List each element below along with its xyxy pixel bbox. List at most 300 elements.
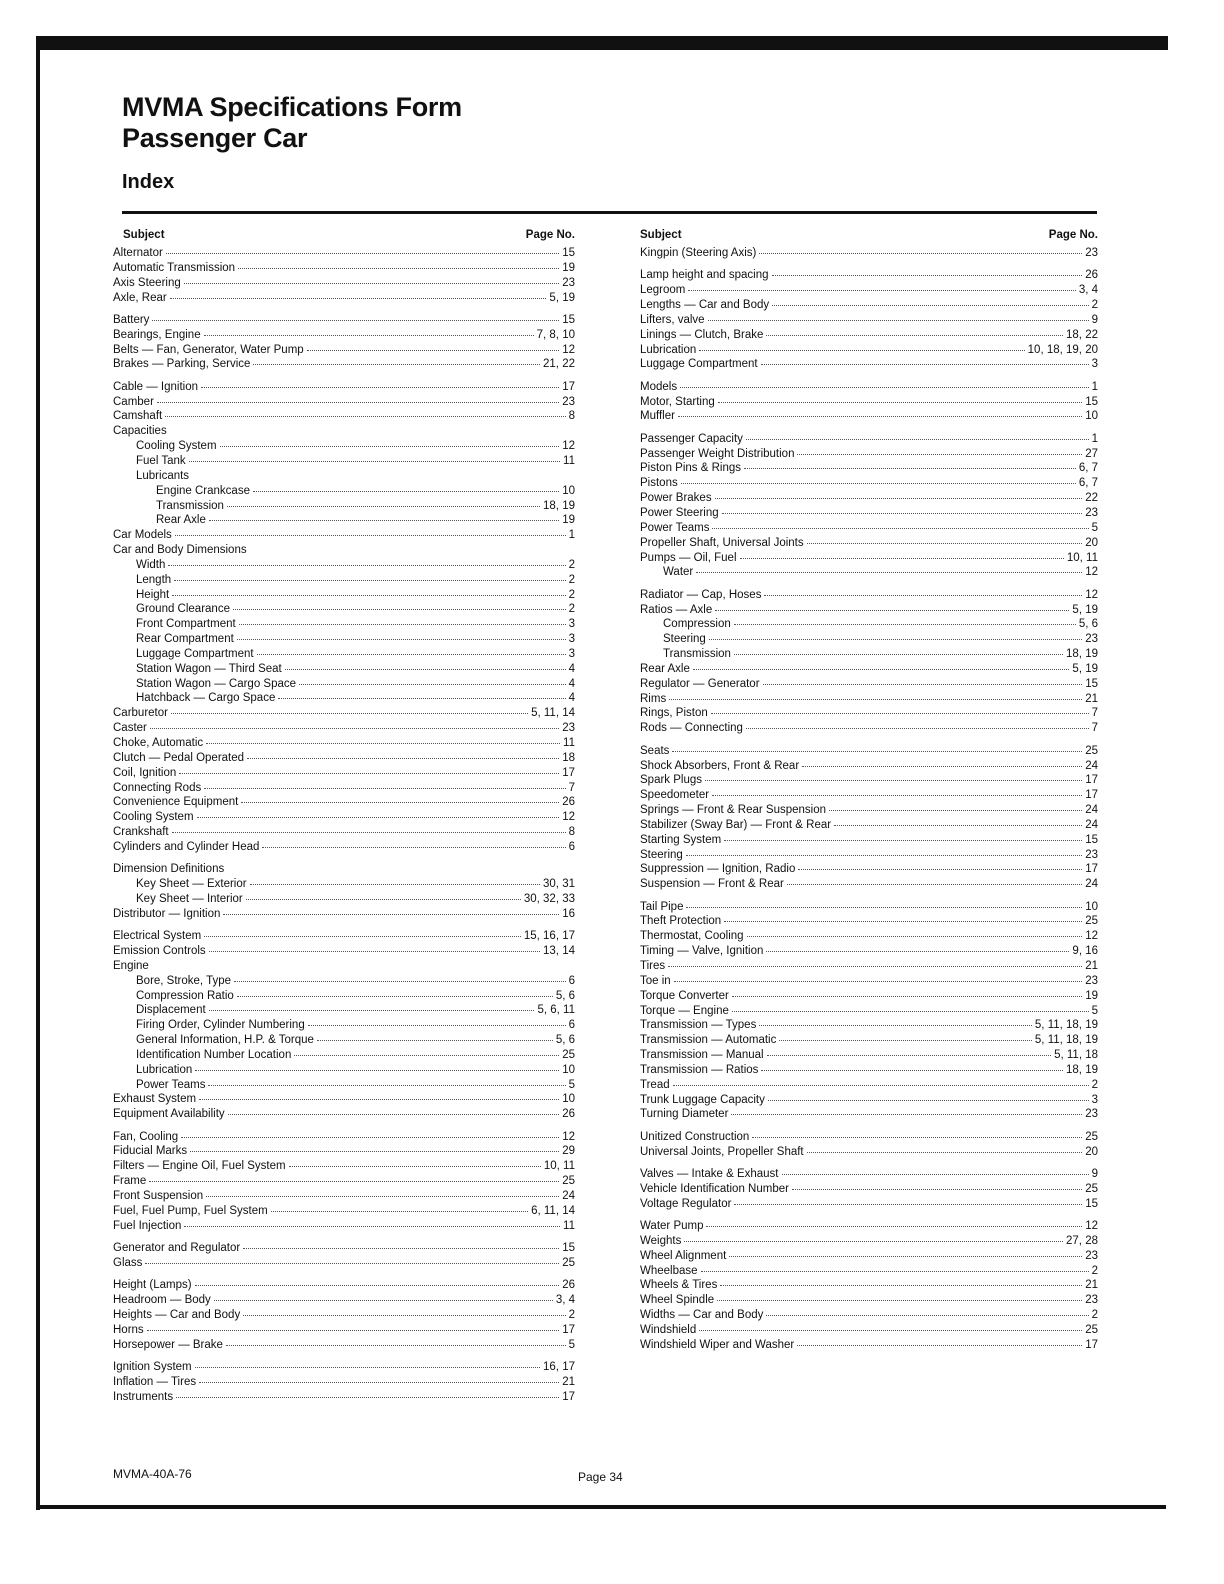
- index-subject: Thermostat, Cooling: [640, 930, 744, 943]
- index-page-numbers: 13, 14: [543, 944, 575, 957]
- index-entry: [113, 1219, 575, 1234]
- index-entry: [640, 246, 1098, 261]
- index-entry: [640, 536, 1098, 551]
- index-subject: Pumps — Oil, Fuel: [640, 551, 737, 564]
- index-page-numbers: 1: [1091, 380, 1098, 393]
- index-subject: Springs — Front & Rear Suspension: [640, 804, 827, 817]
- index-subject: Starting System: [640, 833, 722, 846]
- index-subject: Key Sheet — Interior: [136, 892, 243, 905]
- index-subject: Width: [136, 558, 166, 571]
- index-entry: [113, 261, 575, 276]
- index-page-numbers: 5, 6: [1078, 618, 1098, 631]
- index-entry: [113, 573, 575, 588]
- dot-leader: [239, 621, 566, 625]
- index-subject: Exhaust System: [113, 1093, 197, 1106]
- index-subject: Front Suspension: [113, 1189, 204, 1202]
- index-subject: Horns: [113, 1323, 144, 1336]
- index-subject: Power Brakes: [640, 492, 712, 505]
- index-page-numbers: 23: [562, 722, 575, 735]
- dot-leader: [734, 651, 1063, 655]
- dot-leader: [226, 1342, 566, 1346]
- index-subject: Rings, Piston: [640, 707, 708, 720]
- index-subject: Motor, Starting: [640, 395, 715, 408]
- index-subject: Connecting Rods: [113, 781, 202, 794]
- index-entry: [113, 862, 575, 877]
- index-page-numbers: 2: [568, 573, 575, 586]
- index-column-left: [113, 227, 575, 1404]
- dot-leader: [145, 1260, 559, 1264]
- dot-leader: [208, 1082, 565, 1086]
- index-subject: Unitized Construction: [640, 1130, 750, 1143]
- index-page-numbers: 26: [562, 796, 575, 809]
- index-entry: [640, 788, 1098, 803]
- dot-leader: [253, 488, 559, 492]
- index-page-numbers: 23: [1085, 1108, 1098, 1121]
- index-entry: [113, 632, 575, 647]
- index-page-numbers: 2: [1091, 1309, 1098, 1322]
- dot-leader: [724, 837, 1082, 841]
- index-subject: Rear Compartment: [136, 633, 234, 646]
- index-subject: Instruments: [113, 1390, 174, 1403]
- index-page-numbers: 5, 11, 18: [1054, 1049, 1098, 1062]
- index-subject: Wheel Spindle: [640, 1294, 715, 1307]
- index-entry: [640, 283, 1098, 298]
- index-page-numbers: 20: [1085, 536, 1098, 549]
- index-page-numbers: 5, 11, 18, 19: [1034, 1019, 1098, 1032]
- index-page-numbers: 12: [562, 1130, 575, 1143]
- dot-leader: [227, 503, 540, 507]
- index-entry: [113, 721, 575, 736]
- index-subject: Electrical System: [113, 930, 202, 943]
- index-page-numbers: 3: [568, 633, 575, 646]
- index-entry: [113, 691, 575, 706]
- index-entry: [113, 484, 575, 499]
- dot-leader: [829, 807, 1082, 811]
- index-page-numbers: 1: [1091, 432, 1098, 445]
- index-subject: Hatchback — Cargo Space: [136, 692, 276, 705]
- index-subject: Muffler: [640, 410, 675, 423]
- dot-leader: [289, 1163, 541, 1167]
- index-page-numbers: 6, 7: [1078, 477, 1098, 490]
- index-subject: Valves — Intake & Exhaust: [640, 1167, 779, 1180]
- index-subject: Engine: [113, 959, 149, 972]
- index-page-numbers: 23: [1085, 848, 1098, 861]
- dot-leader: [731, 1111, 1082, 1115]
- index-page-numbers: 10, 11: [1066, 551, 1098, 564]
- index-page-numbers: 10: [1085, 410, 1098, 423]
- index-page-numbers: 12: [562, 440, 575, 453]
- dot-leader: [746, 436, 1089, 440]
- index-page-numbers: 24: [1085, 759, 1098, 772]
- index-subject: Bore, Stroke, Type: [136, 974, 232, 987]
- index-subject: Transmission — Manual: [640, 1049, 764, 1062]
- index-page-numbers: 12: [1085, 566, 1098, 579]
- index-page-numbers: 5, 19: [1072, 662, 1098, 675]
- dot-leader: [807, 540, 1083, 544]
- index-subject: Coil, Ignition: [113, 766, 177, 779]
- index-page-numbers: 25: [562, 1175, 575, 1188]
- index-page-numbers: 29: [562, 1145, 575, 1158]
- dot-leader: [253, 361, 540, 365]
- index-page-numbers: 5, 6: [555, 989, 575, 1002]
- index-subject: General Information, H.P. & Torque: [136, 1034, 314, 1047]
- index-subject: Universal Joints, Propeller Shaft: [640, 1145, 804, 1158]
- index-entry: [113, 1241, 575, 1256]
- index-page-numbers: 19: [1085, 989, 1098, 1002]
- dot-leader: [171, 710, 528, 714]
- dot-leader: [168, 562, 565, 566]
- index-entry: [640, 1308, 1098, 1323]
- index-entry: [113, 395, 575, 410]
- index-page-numbers: 3: [1091, 358, 1098, 371]
- index-subject: Voltage Regulator: [640, 1197, 732, 1210]
- index-subject: Rims: [640, 692, 667, 705]
- index-page-numbers: 23: [1085, 507, 1098, 519]
- index-entry: [113, 1174, 575, 1189]
- index-entry: [640, 1145, 1098, 1160]
- dot-leader: [711, 710, 1089, 714]
- index-subject: Suspension — Front & Rear: [640, 878, 784, 891]
- index-subject: Headroom — Body: [113, 1294, 211, 1307]
- index-entry: [640, 1130, 1098, 1145]
- index-subject: Transmission — Ratios: [640, 1063, 759, 1076]
- index-page-numbers: 12: [562, 343, 575, 356]
- dot-leader: [247, 755, 559, 759]
- index-entry: [640, 380, 1098, 395]
- dot-leader: [761, 361, 1089, 365]
- index-page-numbers: 9: [1091, 1167, 1098, 1180]
- dot-leader: [172, 829, 566, 833]
- index-entry: [113, 647, 575, 662]
- index-entry: [640, 974, 1098, 989]
- index-subject: Firing Order, Cylinder Numbering: [136, 1019, 305, 1032]
- index-subject: Suppression — Ignition, Radio: [640, 863, 796, 876]
- index-entry: [640, 959, 1098, 974]
- title-line-1: MVMA Specifications Form: [122, 92, 462, 122]
- index-page-numbers: 11: [563, 1219, 575, 1232]
- index-page-numbers: 2: [1091, 1264, 1098, 1277]
- dot-leader: [149, 1178, 559, 1182]
- index-subject: Regulator — Generator: [640, 677, 760, 690]
- index-subject: Wheels & Tires: [640, 1279, 718, 1292]
- index-entry: [113, 513, 575, 528]
- index-entry: [113, 1293, 575, 1308]
- index-subject: Caster: [113, 722, 147, 735]
- dot-leader: [708, 317, 1089, 321]
- index-subject: Lengths — Car and Body: [640, 299, 770, 312]
- dot-leader: [772, 272, 1083, 276]
- dot-leader: [752, 1134, 1082, 1138]
- index-page-numbers: 30, 32, 33: [523, 892, 575, 905]
- index-entry: [640, 662, 1098, 677]
- index-page-numbers: 24: [562, 1189, 575, 1202]
- index-page-numbers: 17: [562, 1323, 575, 1336]
- index-page-numbers: 27, 28: [1066, 1234, 1098, 1247]
- dot-leader: [706, 1223, 1082, 1227]
- index-subject: Lamp height and spacing: [640, 269, 769, 282]
- index-entry: [640, 357, 1098, 372]
- index-subject: Fuel, Fuel Pump, Fuel System: [113, 1204, 268, 1217]
- index-subject: Length: [136, 573, 172, 586]
- index-entry: [640, 395, 1098, 410]
- index-entry: [113, 736, 575, 751]
- index-entry: [113, 959, 575, 974]
- dot-leader: [299, 681, 566, 685]
- index-entry: [640, 476, 1098, 491]
- index-entry: [113, 543, 575, 558]
- index-subject: Lifters, valve: [640, 313, 705, 326]
- dot-leader: [766, 948, 1069, 952]
- dot-leader: [209, 1007, 535, 1011]
- dot-leader: [686, 852, 1082, 856]
- index-subject: Inflation — Tires: [113, 1375, 197, 1388]
- index-subject: Car Models: [113, 529, 172, 542]
- index-page-numbers: 15: [1085, 395, 1098, 408]
- index-subject: Car and Body Dimensions: [113, 544, 247, 557]
- dot-leader: [722, 510, 1083, 514]
- index-entry: [640, 491, 1098, 506]
- index-page-numbers: 26: [562, 1279, 575, 1292]
- dot-leader: [746, 725, 1089, 729]
- index-subject: Station Wagon — Cargo Space: [136, 677, 297, 690]
- column-header: [640, 227, 1098, 243]
- index-entry: [113, 781, 575, 796]
- index-page-numbers: 3: [568, 647, 575, 660]
- form-code: MVMA-40A-76: [113, 1467, 192, 1481]
- index-entry: [113, 499, 575, 514]
- index-list-left: [113, 246, 575, 1404]
- index-entry: [113, 989, 575, 1004]
- index-entry: [113, 588, 575, 603]
- bottom-border-rule: [36, 1505, 1166, 1509]
- index-entry: [113, 1338, 575, 1353]
- index-page-numbers: 5: [1091, 521, 1098, 534]
- dot-leader: [257, 651, 566, 655]
- index-subject: Passenger Capacity: [640, 432, 743, 445]
- index-page-numbers: 3, 4: [1078, 284, 1098, 297]
- index-entry: [113, 1256, 575, 1271]
- index-page-numbers: 12: [1085, 930, 1098, 943]
- index-page-numbers: 5, 11, 14: [531, 707, 575, 720]
- index-entry: [640, 848, 1098, 863]
- index-entry: [113, 328, 575, 343]
- index-page-numbers: 10: [562, 1063, 575, 1076]
- index-entry: [113, 246, 575, 261]
- index-entry: [640, 1323, 1098, 1338]
- dot-leader: [209, 948, 540, 952]
- dot-leader: [699, 347, 1024, 351]
- index-subject: Stabilizer (Sway Bar) — Front & Rear: [640, 818, 832, 831]
- left-border-rule: [36, 36, 40, 1510]
- index-subject: Windshield Wiper and Washer: [640, 1338, 795, 1351]
- index-entry: [113, 1189, 575, 1204]
- index-entry: [640, 565, 1098, 580]
- dot-leader: [744, 465, 1076, 469]
- dot-leader: [701, 1268, 1089, 1272]
- index-subject: Compression: [663, 618, 731, 631]
- index-entry: [640, 409, 1098, 424]
- index-entry: [113, 929, 575, 944]
- index-entry: [113, 974, 575, 989]
- index-subject: Axle, Rear: [113, 291, 167, 304]
- index-entry: [640, 551, 1098, 566]
- index-subject: Kingpin (Steering Axis): [640, 247, 757, 259]
- index-page-numbers: 4: [568, 662, 575, 675]
- index-page-numbers: 8: [568, 410, 575, 423]
- index-page-numbers: 20: [1085, 1145, 1098, 1158]
- dot-leader: [715, 495, 1083, 499]
- dot-leader: [681, 480, 1076, 484]
- index-entry: [113, 1063, 575, 1078]
- index-entry: [113, 1048, 575, 1063]
- index-page-numbers: 3, 4: [555, 1294, 575, 1307]
- index-entry: [640, 1249, 1098, 1264]
- index-subject: Vehicle Identification Number: [640, 1182, 789, 1195]
- index-page-numbers: 27: [1085, 447, 1098, 460]
- index-entry: [640, 1338, 1098, 1353]
- index-subject: Fan, Cooling: [113, 1130, 179, 1143]
- dot-leader: [199, 1379, 559, 1383]
- index-entry: [640, 900, 1098, 915]
- dot-leader: [747, 933, 1083, 937]
- index-subject: Turning Diameter: [640, 1108, 729, 1121]
- dot-leader: [802, 763, 1082, 767]
- index-page-numbers: 5, 19: [1072, 603, 1098, 616]
- index-page-numbers: 6: [568, 974, 575, 987]
- index-entry: [640, 313, 1098, 328]
- dot-leader: [686, 904, 1082, 908]
- index-entry: [113, 313, 575, 328]
- dot-leader: [184, 1223, 560, 1227]
- index-column-right: [640, 227, 1098, 1353]
- index-entry: [640, 1182, 1098, 1197]
- index-subject: Crankshaft: [113, 826, 169, 839]
- index-subject: Clutch — Pedal Operated: [113, 751, 245, 764]
- dot-leader: [278, 695, 565, 699]
- dot-leader: [759, 1022, 1032, 1026]
- dot-leader: [237, 636, 566, 640]
- index-entry: [640, 914, 1098, 929]
- index-subject: Power Steering: [640, 507, 719, 519]
- dot-leader: [184, 280, 559, 284]
- dot-leader: [740, 555, 1064, 559]
- index-subject: Camshaft: [113, 410, 163, 423]
- index-page-numbers: 5, 11, 18, 19: [1034, 1034, 1098, 1047]
- index-subject: Cooling System: [113, 811, 194, 824]
- title-line-2: Passenger Car: [122, 123, 308, 153]
- index-entry: [640, 862, 1098, 877]
- index-subject: Convenience Equipment: [113, 796, 239, 809]
- index-subject: Wheelbase: [640, 1264, 698, 1277]
- index-subject: Dimension Definitions: [113, 863, 225, 876]
- index-subject: Lubricants: [136, 469, 190, 482]
- index-subject: Power Teams: [640, 521, 710, 534]
- dot-leader: [195, 1282, 560, 1286]
- dot-leader: [262, 844, 565, 848]
- index-subject: Horsepower — Brake: [113, 1338, 223, 1351]
- index-page-numbers: 3: [1091, 1093, 1098, 1106]
- index-heading: Index: [122, 171, 175, 193]
- index-entry: [113, 840, 575, 855]
- index-entry: [113, 424, 575, 439]
- index-entry: [640, 1033, 1098, 1048]
- index-page-numbers: 10, 11: [543, 1160, 575, 1173]
- index-entry: [113, 558, 575, 573]
- index-subject: Emission Controls: [113, 944, 206, 957]
- index-page-numbers: 2: [568, 588, 575, 601]
- dot-leader: [190, 1148, 559, 1152]
- index-subject: Filters — Engine Oil, Fuel System: [113, 1160, 286, 1173]
- heading-rule: [122, 211, 1097, 214]
- dot-leader: [680, 384, 1089, 388]
- index-page-numbers: 4: [568, 677, 575, 690]
- index-page-numbers: 22: [1085, 492, 1098, 505]
- index-subject: Cable — Ignition: [113, 380, 199, 393]
- index-entry: [640, 617, 1098, 632]
- index-page-numbers: 15: [562, 1242, 575, 1254]
- index-subject: Heights — Car and Body: [113, 1308, 241, 1321]
- index-entry: [640, 647, 1098, 662]
- dot-leader: [170, 295, 547, 299]
- index-entry: [640, 1278, 1098, 1293]
- dot-leader: [712, 525, 1088, 529]
- index-subject: Torque Converter: [640, 989, 729, 1002]
- index-page-numbers: 23: [562, 276, 575, 289]
- index-entry: [113, 1390, 575, 1405]
- index-entry: [113, 677, 575, 692]
- index-subject: Rear Axle: [156, 514, 206, 527]
- index-subject: Tail Pipe: [640, 900, 684, 913]
- index-page-numbers: 18, 19: [1066, 648, 1098, 661]
- dot-leader: [181, 1134, 559, 1138]
- index-subject: Speedometer: [640, 789, 710, 802]
- dot-leader: [204, 332, 534, 336]
- dot-leader: [237, 993, 553, 997]
- index-page-numbers: 12: [562, 811, 575, 824]
- dot-leader: [807, 1149, 1083, 1153]
- dot-leader: [166, 250, 559, 254]
- dot-leader: [199, 1096, 559, 1100]
- index-subject: Bearings, Engine: [113, 328, 201, 341]
- index-entry: [113, 1323, 575, 1338]
- index-subject: Distributor — Ignition: [113, 907, 221, 920]
- dot-leader: [712, 792, 1082, 796]
- index-page-numbers: 23: [1085, 633, 1098, 646]
- dot-leader: [782, 1171, 1089, 1175]
- index-entry: [640, 877, 1098, 892]
- index-entry: [113, 1278, 575, 1293]
- index-page-numbers: 21: [1085, 692, 1098, 705]
- dot-leader: [709, 636, 1082, 640]
- index-entry: [640, 1004, 1098, 1019]
- dot-leader: [246, 896, 521, 900]
- dot-leader: [797, 451, 1082, 455]
- index-page-numbers: 12: [1085, 1219, 1098, 1232]
- index-entry: [113, 1308, 575, 1323]
- index-entry: [640, 1293, 1098, 1308]
- index-entry: [640, 833, 1098, 848]
- dot-leader: [243, 1312, 565, 1316]
- index-entry: [640, 1197, 1098, 1212]
- index-entry: [640, 1063, 1098, 1078]
- dot-leader: [307, 347, 560, 351]
- dot-leader: [308, 1022, 566, 1026]
- index-page-numbers: 21: [562, 1375, 575, 1388]
- dot-leader: [798, 866, 1082, 870]
- index-entry: [640, 343, 1098, 358]
- dot-leader: [317, 1037, 553, 1041]
- index-entry: [640, 803, 1098, 818]
